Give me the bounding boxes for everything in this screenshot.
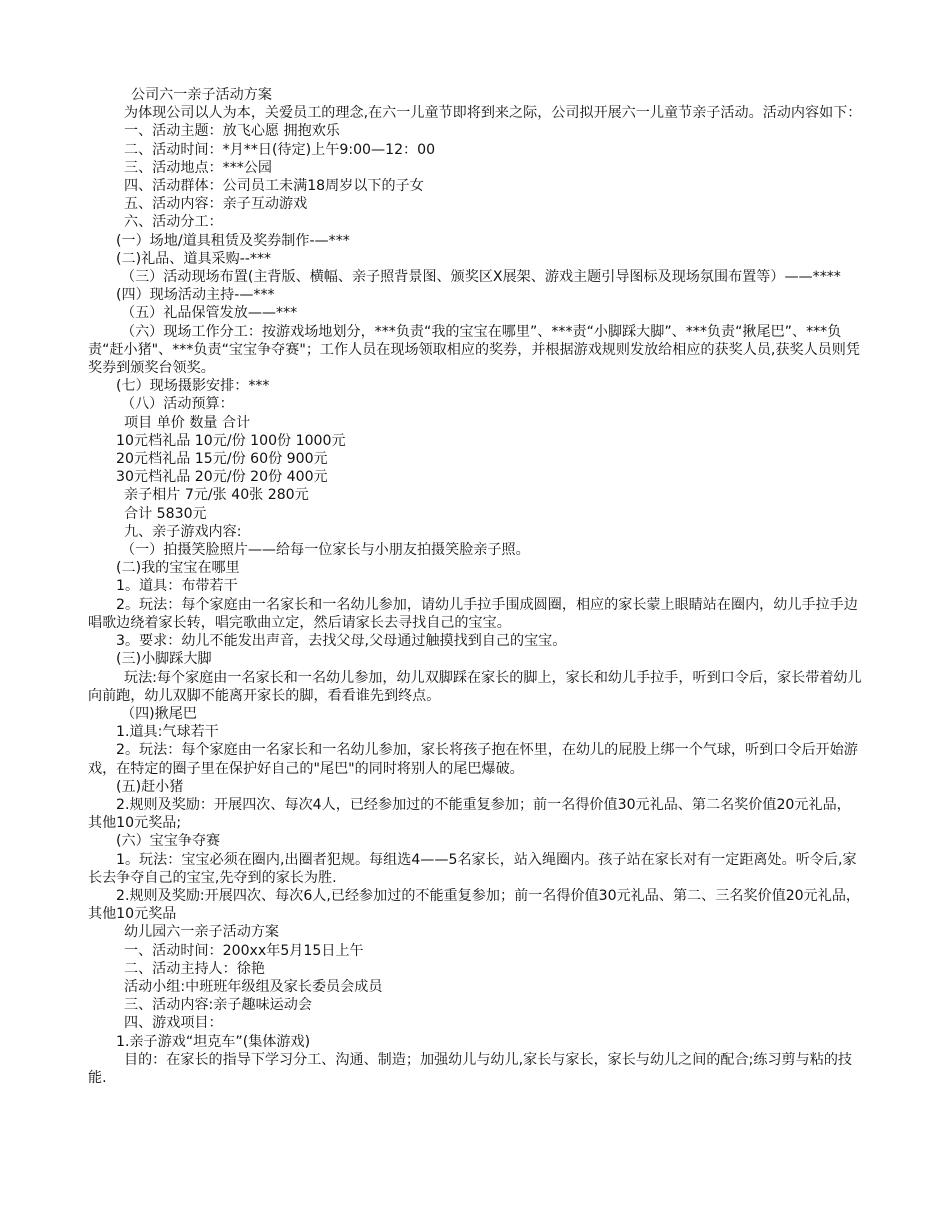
paragraph: 二、活动时间：*月**日(待定)上午9:00—12：00 <box>124 141 436 158</box>
paragraph: 二、活动主持人：徐艳 <box>124 960 265 977</box>
paragraph: 2.规则及奖励：开展四次、每次4人，已经参加过的不能重复参加；前一名得价值30元礼品、第二名奖价值20元礼品，其他10元奖品; <box>88 796 851 832</box>
paragraph: (四）现场活动主持-—*** <box>116 287 275 304</box>
paragraph: 一、活动主题：放飞心愿 拥抱欢乐 <box>124 123 340 140</box>
budget-row: 亲子相片 7元/张 40张 280元 <box>124 487 309 504</box>
paragraph: 2。玩法：每个家庭由一名家长和一名幼儿参加，请幼儿手拉手围成圆圈，相应的家长蒙上眼睛站在圈内，幼儿手拉手边唱歌边绕着家长转，唱完歌曲立定，然后请家长去寻找自己的宝宝。 <box>88 596 858 631</box>
budget-header: 项目 单价 数量 合计 <box>124 414 251 431</box>
paragraph: 五、活动内容：亲子互动游戏 <box>124 196 308 213</box>
paragraph: 九、亲子游戏内容: <box>124 523 242 540</box>
paragraph: （一）拍摄笑脸照片——给每一位家长与小朋友拍摄笑脸亲子照。 <box>121 542 530 559</box>
paragraph: 玩法:每个家庭由一名家长和一名幼儿参加，幼儿双脚踩在家长的脚上，家长和幼儿手拉手，听到口令后，家长带着幼儿向前跑，幼儿双脚不能离开家长的脚，看看谁先到终点。 <box>88 669 862 704</box>
paragraph: 1。玩法：宝宝必须在圈内,出圈者犯规。每组选4——5名家长，站入绳圈内。孩子站在家长对有一定距离处。听令后,家长去争夺自己的宝宝,先夺到的家长为胜. <box>88 851 857 886</box>
page-title: 公司六一亲子活动方案 <box>131 87 272 103</box>
paragraph: 目的：在家长的指导下学习分工、沟通、制造；加强幼儿与幼儿,家长与家长，家长与幼儿之间的配合;练习剪与粘的技能. <box>88 1051 853 1086</box>
budget-row: 10元档礼品 10元/份 100份 1000元 <box>116 432 346 449</box>
paragraph: (二)我的宝宝在哪里 <box>116 560 240 577</box>
paragraph: 为体现公司以人为本，关爱员工的理念,在六一儿童节即将到来之际，公司拟开展六一儿童节亲子活动。活动内容如下： <box>124 105 862 122</box>
paragraph: (三)小脚踩大脚 <box>116 651 212 668</box>
paragraph: 1.道具:气球若干 <box>116 724 219 741</box>
paragraph: 三、活动内容:亲子趣味运动会 <box>124 997 312 1014</box>
paragraph: （五）礼品保管发放——*** <box>121 305 298 322</box>
paragraph: 2。玩法：每个家庭由一名家长和一名幼儿参加，家长将孩子抱在怀里，在幼儿的屁股上绑一个气球，听到口令后开始游戏，在特定的圈子里在保护好自己的"尾巴"的同时将别人的尾巴爆破。 <box>88 742 858 777</box>
budget-total: 合计 5830元 <box>124 505 207 522</box>
budget-row: 20元档礼品 15元/份 60份 900元 <box>116 451 328 468</box>
paragraph: 一、活动时间：200xx年5月15日上午 <box>124 942 364 959</box>
paragraph: (二)礼品、道具采购--*** <box>116 250 272 267</box>
paragraph: 六、活动分工： <box>124 214 223 231</box>
paragraph: （四)揪尾巴 <box>121 705 197 722</box>
paragraph: (一）场地/道具租赁及奖券制作-—*** <box>116 232 350 249</box>
document-body <box>88 86 863 1087</box>
paragraph: 三、活动地点：***公园 <box>124 159 272 176</box>
paragraph: 四、活动群体：公司员工未满18周岁以下的子女 <box>124 178 424 195</box>
paragraph: 四、游戏项目： <box>124 1015 223 1032</box>
paragraph: 3。要求：幼儿不能发出声音，去找父母,父母通过触摸找到自己的宝宝。 <box>116 633 567 650</box>
paragraph: 1。道具：布带若干 <box>116 578 238 595</box>
paragraph: 活动小组:中班班年级组及家长委员会成员 <box>124 978 383 995</box>
paragraph: （六）现场工作分工：按游戏场地划分，***负责“我的宝宝在哪里”、***责“小脚踩大脚”、***负责“揪尾巴”、***负责“赶小猪"、***负责“宝宝争夺赛"；工作人员在现场领取相应的奖券，并根据游戏规则发放给相应的获奖人员,获奖人员则凭奖券到颁奖台领奖。 <box>88 323 860 377</box>
paragraph: (五)赶小猪 <box>116 778 184 795</box>
paragraph: (七）现场摄影安排：*** <box>116 378 270 395</box>
paragraph: （八）活动预算： <box>121 396 234 413</box>
budget-row: 30元档礼品 20元/份 20份 400元 <box>116 469 328 486</box>
paragraph: 1.亲子游戏“坦克车”(集体游戏) <box>116 1033 311 1050</box>
paragraph: （三）活动现场布置(主背版、横幅、亲子照背景图、颁奖区X展架、游戏主题引导图标及现场氛围布置等）——**** <box>121 269 841 286</box>
paragraph: 2.规则及奖励:开展四次、每次6人,已经参加过的不能重复参加；前一名得价值30元礼品、第二、三名奖价值20元礼品，其他10元奖品 <box>88 887 861 923</box>
section-title: 幼儿园六一亲子活动方案 <box>124 924 280 941</box>
paragraph: (六）宝宝争夺赛 <box>116 833 221 850</box>
